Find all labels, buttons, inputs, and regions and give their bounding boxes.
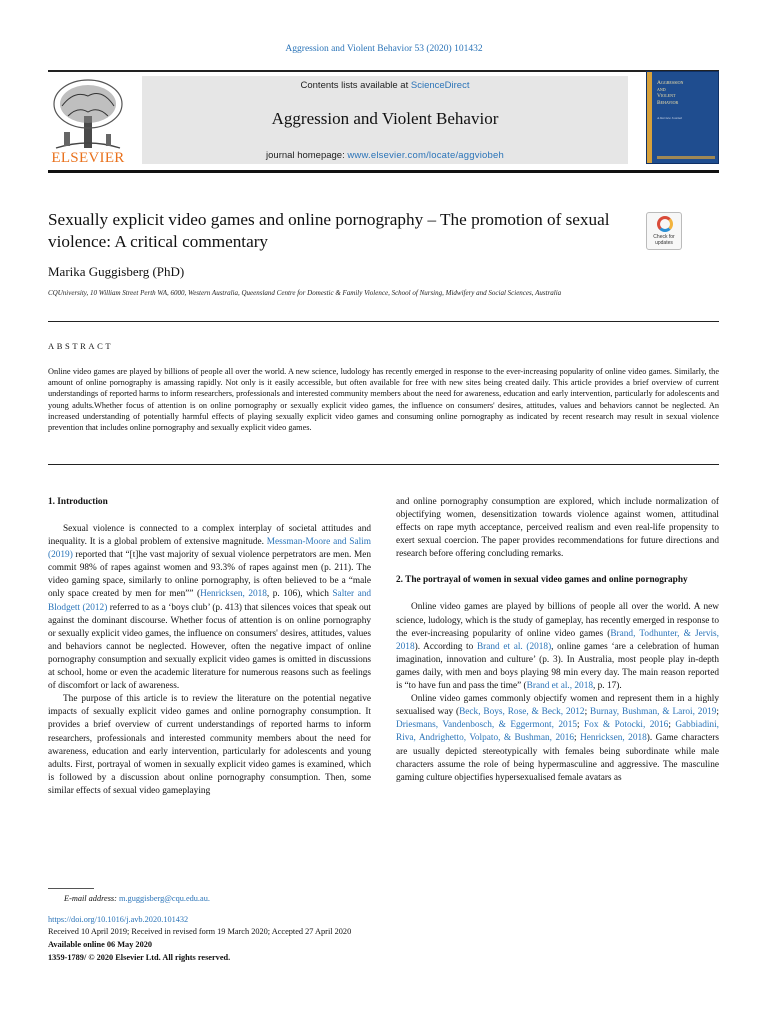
abstract-text: Online video games are played by billions of people all over the world. A new science, ludology has recently emerged in response to the ever-increasing popularity of online video games. Similarly, the amount of online pornography is amassing rapidly. Not only is it easily accessible, but often available for free with new sites being created daily. This article provides a brief overview of current understandings of reported harms to inform researchers, professionals and interested community members about the need for awareness, education and early intervention, particularly for adolescents and young adults.Whether focus of attention is on online pornography or sexually explicit video games, the influence on consumers' desires, attitudes, values and behaviors cannot be neglected. An increased understanding of potentially harmful effects of playing sexually explicit video games and consuming online pornography as indicated by recent research may result in sexual violence prevention that includes online pornography and sexually explicit video games. (48, 367, 719, 433)
sciencedirect-link[interactable]: ScienceDirect (410, 80, 470, 91)
paragraph: and online pornography consumption are explored, which include normalization of objectifying women, desensitization towards violence against women, attitudinal effects on rape myth acceptance, perceived realism and even real-life propensity to exert sexual coercion. The paper provides recommendations for future directions and research before offering concluding remarks. (396, 497, 719, 560)
cover-line: Violent (657, 93, 676, 99)
reference-link[interactable]: Burnay, Bushman, & Laroi, 2019 (590, 707, 717, 718)
check-for-updates-icon[interactable] (646, 212, 682, 250)
copyright-line: 1359-1789/ © 2020 Elsevier Ltd. All rights reserved. (48, 953, 231, 962)
text-run: reported that “[t]he vast majority of sexual violence perpetrators are men. Men commit 98% of rapes against women and 93.3% of rapes against men (p. 211). The video gaming space, similarly to online pornography, is often believed to be a “male only space created by men for men”” ( (48, 550, 371, 600)
header-rule-top (48, 70, 719, 72)
reference-link[interactable]: Driesmans, Vandenbosch, & Eggermont, 2015 (396, 720, 577, 731)
text-run: ). Game characters are usually depicted stereotypically with females being subordinate while male characters assume the role of being hypermasculine and aggressive. The masculine gaming culture objectifies hypersexualised female avatars as (396, 733, 719, 783)
elsevier-wordmark[interactable]: ELSEVIER (51, 150, 125, 166)
homepage-prefix: journal homepage: (266, 150, 348, 161)
section-heading-portrayal: 2. The portrayal of women in sexual video games and online pornography (396, 575, 688, 586)
text-run: , p. 106), which (266, 589, 333, 600)
homepage-link[interactable]: www.elsevier.com/locate/aggviobeh (347, 150, 504, 161)
abstract-rule-top (48, 321, 719, 322)
footnote-email (64, 894, 210, 903)
cover-line: Aggression (657, 80, 684, 86)
left-column (48, 496, 371, 798)
reference-link[interactable]: Brand et al. (2018) (476, 641, 552, 652)
reference-link[interactable]: Messman-Moore and Salim (2019) (48, 537, 371, 561)
section-heading-introduction: 1. Introduction (48, 497, 108, 507)
text-run: , p. 17). (593, 681, 622, 692)
journal-header-box (142, 76, 628, 164)
reference-link[interactable]: Henricksen, 2018 (200, 589, 267, 600)
reference-link[interactable]: Beck, Boys, Rose, & Beck, 2012 (459, 707, 585, 718)
text-run: , online games ‘are a celebration of human imagination, innovation and culture’ (p. 3). In Australia, most people play in-depth games daily, with men and boys playing 98 min every day. The main reason reported is “to have fun and pass the time” ( (396, 641, 719, 692)
footnote-rule (48, 888, 94, 889)
email-link[interactable]: m.guggisberg@cqu.edu.au. (119, 894, 210, 903)
text-run: ; (574, 733, 581, 744)
available-online: Available online 06 May 2020 (48, 940, 153, 949)
check-updates-line: updates (655, 239, 673, 246)
cover-line: Behavior (657, 99, 679, 106)
cover-subtitle: A Review Journal (657, 116, 683, 120)
text-run: ; (577, 720, 585, 731)
reference-link[interactable]: Gabbiadini, Riva, Andrighetto, Volpato, & Bushman, 2016 (396, 720, 719, 744)
cover-stripe (647, 72, 652, 163)
email-label: E-mail address: (64, 894, 117, 903)
text-run: ; (584, 707, 591, 718)
paragraph: The purpose of this article is to review the literature on the potential negative impacts of sexually explicit video games and online pornography consumption. It provides a brief overview of current understandings of reported harms to inform researchers, professionals and interested community members about the need for awareness, education and early intervention, particularly for adolescents and young adults. First, portrayal of women in sexually explicit video games is examined, which is followed by a discussion about online pornography consumption. Then, some similar effects of sexual video gameplaying (48, 694, 371, 796)
right-column (396, 496, 719, 785)
doi-link[interactable]: https://doi.org/10.1016/j.avb.2020.101432 (48, 915, 189, 924)
contents-prefix: Contents lists available at (300, 80, 411, 91)
check-updates-line: Check for (653, 234, 675, 240)
author-affiliation: CQUniversity, 10 William Street Perth WA, 6000, Western Australia, Queensland Centre for Domestic & Family Violence, School of Nursing, Midwifery and Social Sciences, Australia (48, 289, 562, 297)
paragraph (48, 523, 371, 693)
cover-foot-bar (657, 156, 715, 159)
paragraph (396, 601, 719, 693)
text-run: Online video games are played by billions of people all over the world. A new science, ludology, which is the study of gameplay, has recently emerged in response to the ever-increasing popularity of online video games ( (396, 602, 719, 639)
text-run: Online video games commonly objectify women and represent them in a highly sexualised way ( (396, 694, 719, 718)
abstract-rule-bottom (48, 464, 719, 465)
header-rule-bottom (48, 170, 719, 173)
text-run: ; (668, 720, 676, 731)
text-run: ; (716, 707, 719, 718)
paragraph (396, 693, 719, 785)
article-title: Sexually explicit video games and online pornography – The promotion of sexual violence: A critical commentary (48, 210, 610, 251)
abstract-heading: ABSTRACT (48, 341, 114, 351)
author-name: Marika Guggisberg (PhD) (48, 264, 185, 279)
check-updates-label (647, 235, 681, 246)
reference-link[interactable]: Salter and Blodgett (2012) (48, 589, 372, 613)
reference-link[interactable]: Brand et al., 2018 (526, 681, 593, 692)
text-run: ). According to (414, 641, 477, 652)
journal-cover-icon[interactable] (646, 71, 719, 164)
journal-citation-link[interactable]: Aggression and Violent Behavior 53 (2020) 101432 (285, 44, 483, 54)
cover-line: and (657, 86, 666, 93)
homepage-line (142, 150, 628, 161)
text-run: referred to as a ‘boys club’ (p. 413) that silences voices that speak out against the dominant discourse. Whether focus of attention is on online pornography or sexually explicit video games, the influence on consumers' desires, attitudes, values and behaviors cannot be neglected. However, often the negative impact of online pornography consumption and sexually explicit video games is omitted in discussions at school, home or even the academic literature for numerous reasons such as feelings of discomfort or lack of awareness. (48, 602, 372, 692)
journal-title: Aggression and Violent Behavior (271, 109, 499, 128)
contents-line (142, 80, 628, 91)
reference-link[interactable]: Henricksen, 2018 (580, 733, 647, 744)
check-updates-ring (657, 216, 673, 232)
reference-link[interactable]: Brand, Todhunter, & Jervis, 2018 (396, 628, 719, 652)
received-dates: Received 10 April 2019; Received in revised form 19 March 2020; Accepted 27 April 2020 (48, 927, 352, 936)
cover-title (657, 80, 715, 106)
reference-link[interactable]: Fox & Potocki, 2016 (584, 720, 669, 731)
text-run: Sexual violence is connected to a complex interplay of societal attitudes and inequality. It is a global problem of extensive magnitude. (48, 524, 371, 548)
